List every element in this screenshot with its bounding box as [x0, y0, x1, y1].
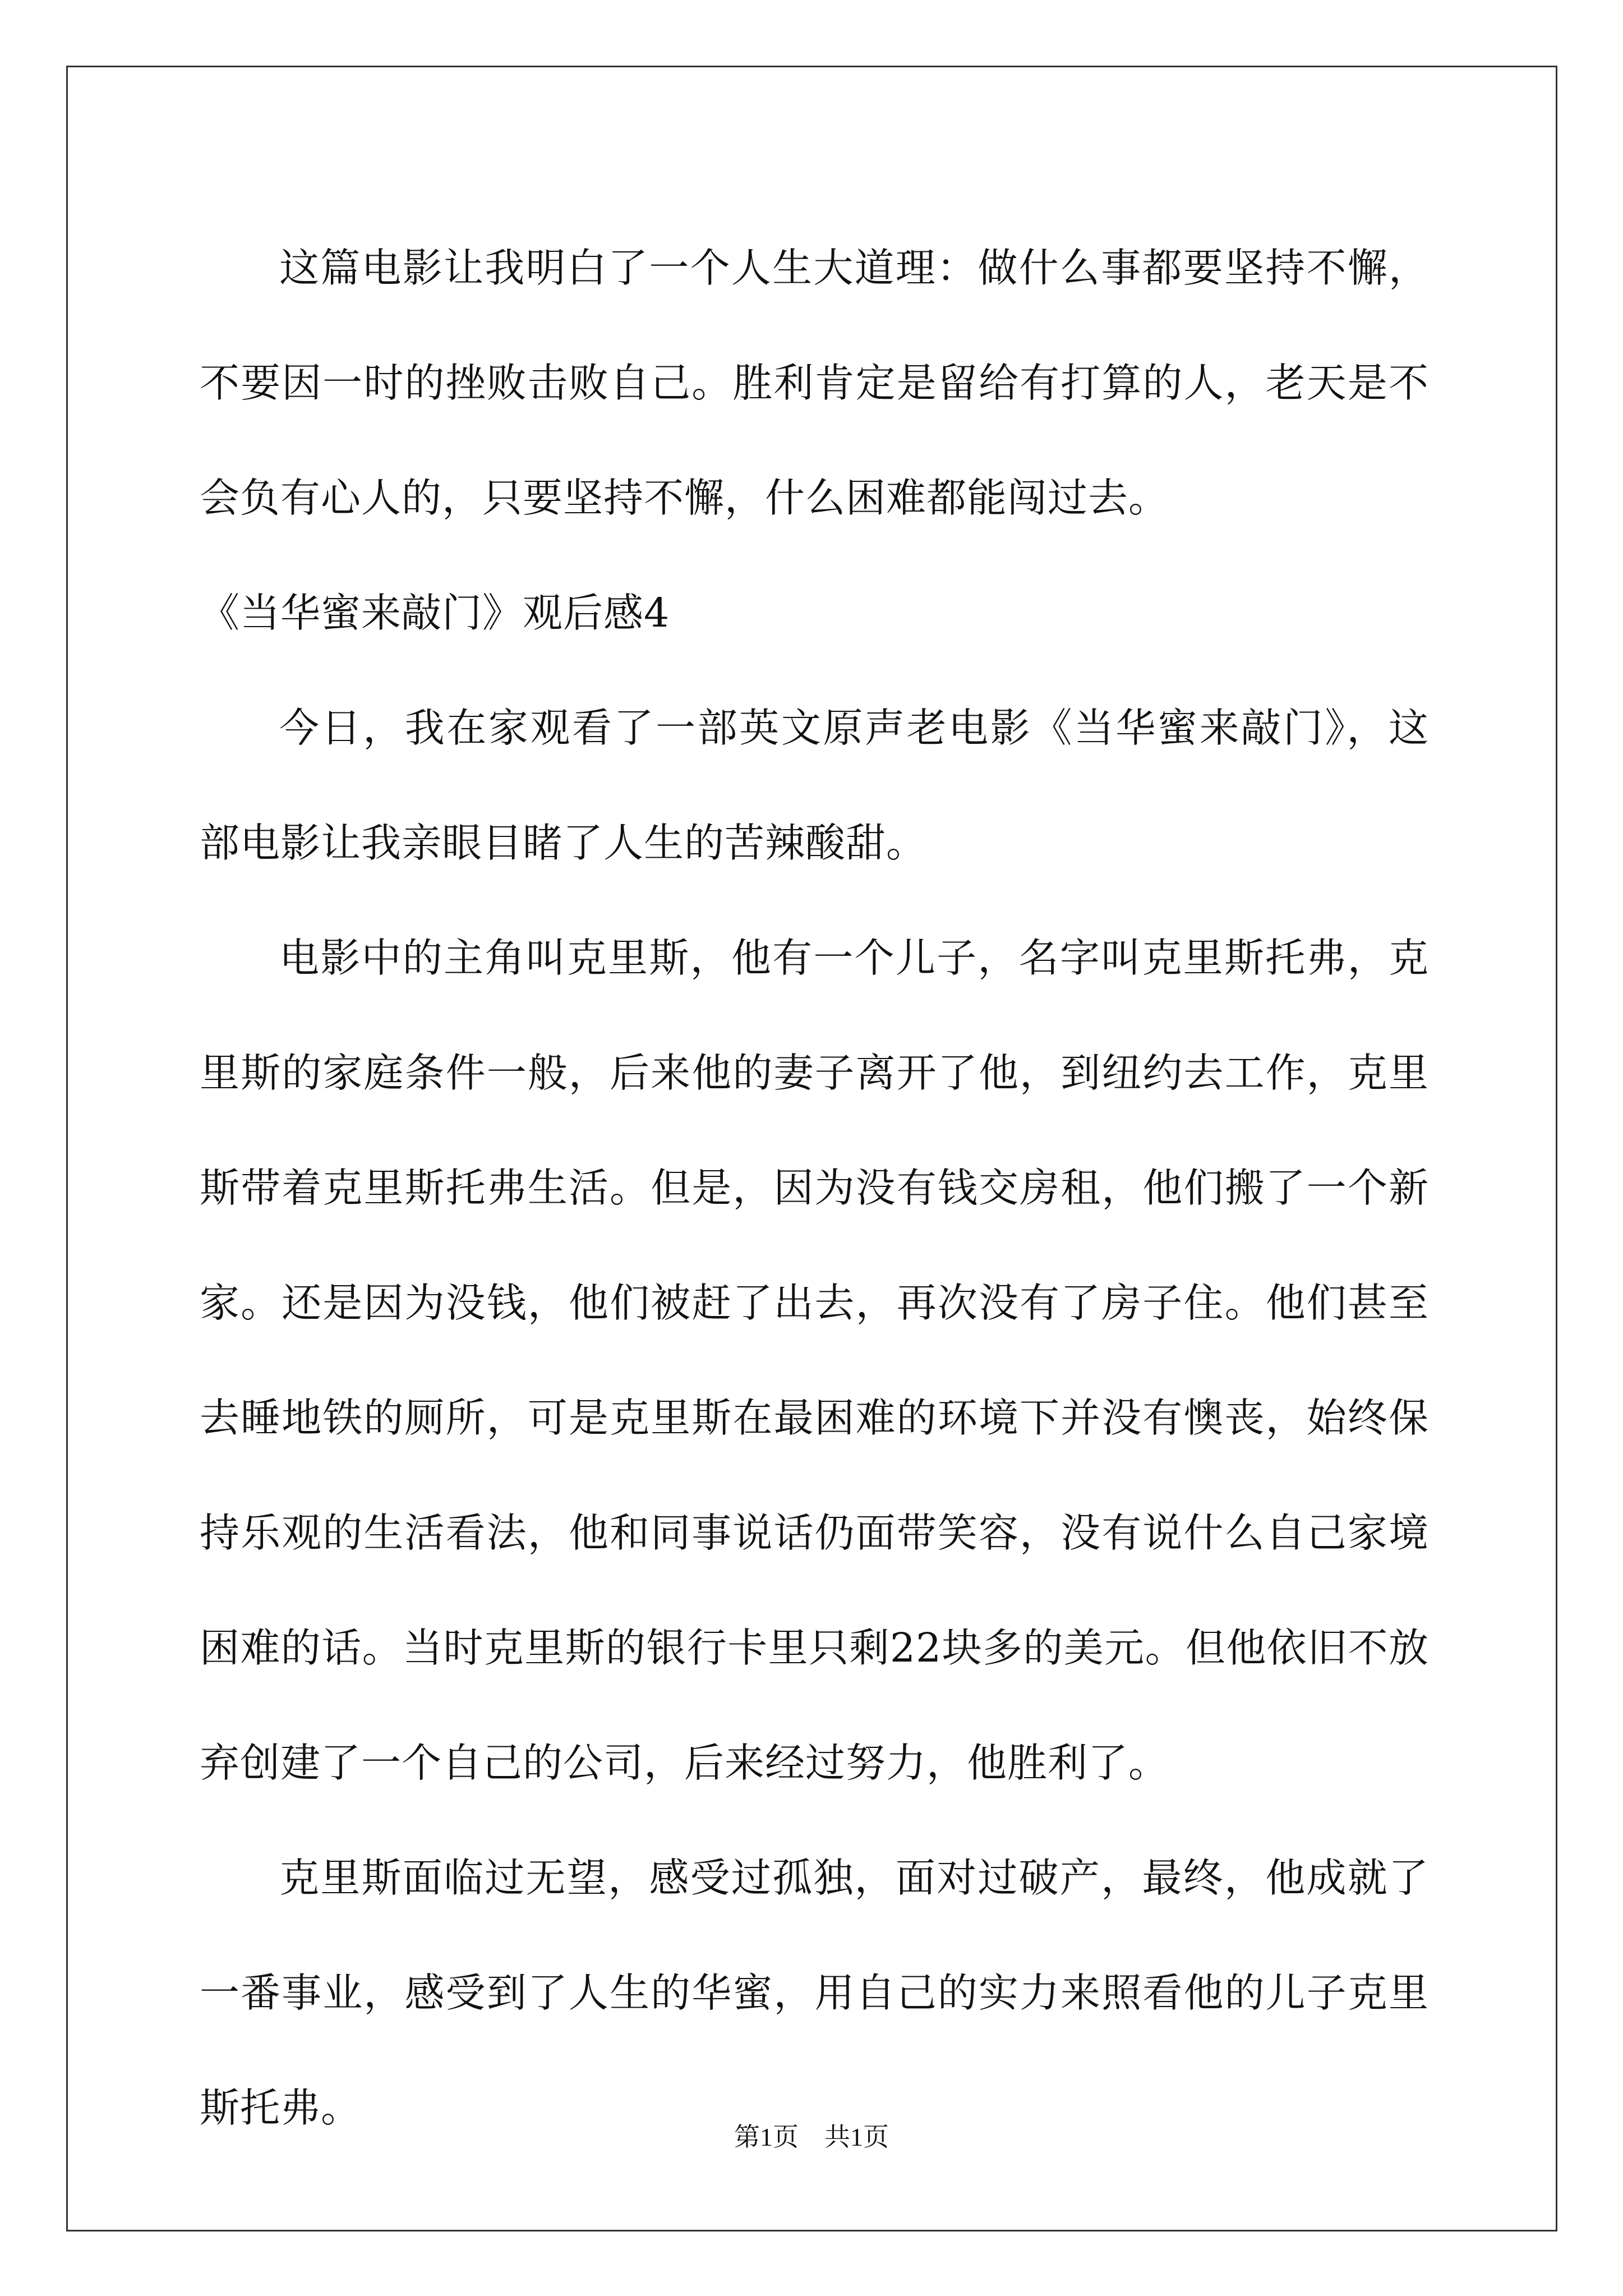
page-number-footer: 第1页 共1页 — [734, 2123, 889, 2151]
paragraph-1: 这篇电影让我明白了一个人生大道理：做什么事都要坚持不懈，不要因一时的挫败击败自己。胜利肯定是留给有打算的人，老天是不会负有心人的，只要坚持不懈，什么困难都能闯过去。 — [200, 245, 1429, 521]
section-heading: 《当华蜜来敲门》观后感4 — [200, 590, 670, 636]
document-body — [200, 210, 1429, 2165]
paragraph-4: 克里斯面临过无望，感受过孤独，面对过破产，最终，他成就了一番事业，感受到了人生的华蜜，用自己的实力来照看他的儿子克里斯托弗。 — [200, 1855, 1429, 2131]
paragraph-3: 电影中的主角叫克里斯，他有一个儿子，名字叫克里斯托弗，克里斯的家庭条件一般，后来他的妻子离开了他，到纽约去工作，克里斯带着克里斯托弗生活。但是，因为没有钱交房租，他们搬了一个新家。还是因为没钱，他们被赶了出去，再次没有了房子住。他们甚至去睡地铁的厕所，可是克里斯在最困难的环境下并没有懊丧，始终保持乐观的生活看法，他和同事说话仍面带笑容，没有说什么自己家境困难的话。当时克里斯的银行卡里只剩22块多的美元。但他依旧不放弃创建了一个自己的公司，后来经过努力，他胜利了。 — [200, 935, 1429, 1786]
paragraph-2: 今日，我在家观看了一部英文原声老电影《当华蜜来敲门》，这部电影让我亲眼目睹了人生的苦辣酸甜。 — [200, 705, 1429, 866]
